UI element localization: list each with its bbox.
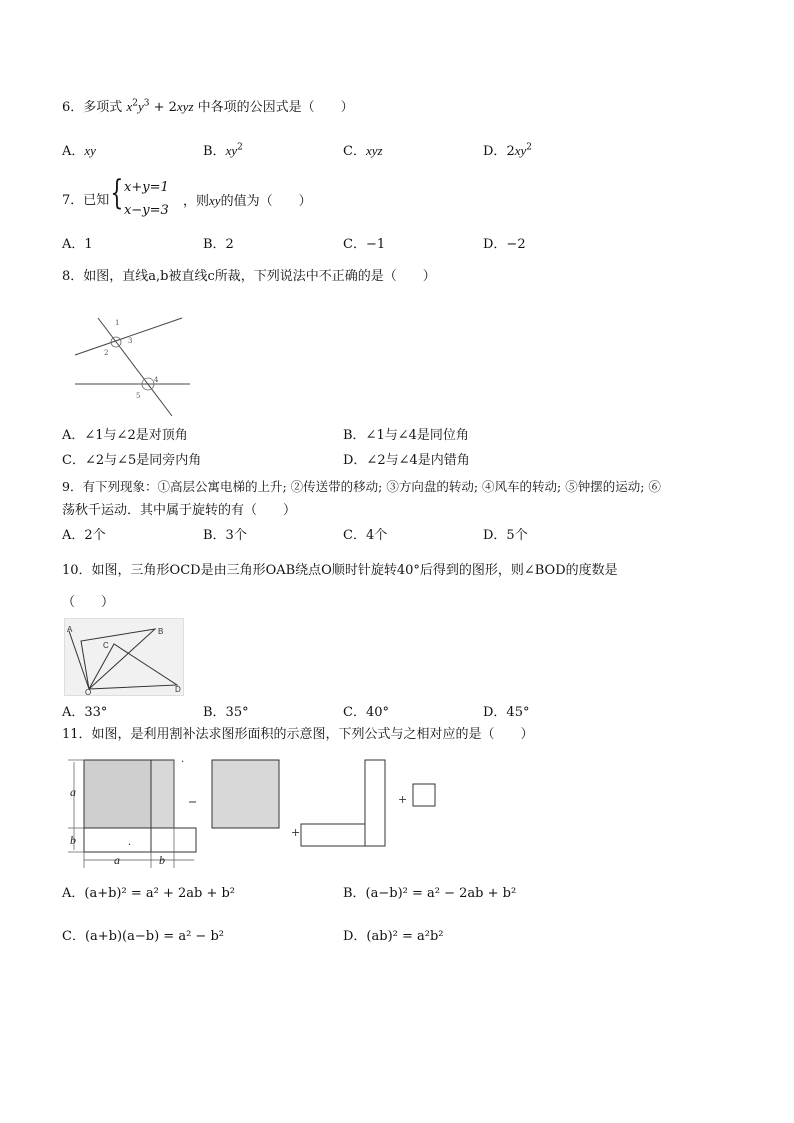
q11-option-b[interactable]: B．(a−b)² = a² − 2ab + b²	[343, 886, 517, 901]
q8-stem: 8．如图，直线a,b被直线c所裁，下列说法中不正确的是（ ）	[62, 269, 436, 284]
svg-text:+: +	[291, 826, 301, 839]
q9-option-b[interactable]: B．3个	[203, 528, 247, 543]
q7-option-c[interactable]: C．−1	[343, 237, 386, 252]
svg-text:·: ·	[128, 840, 132, 851]
q8-option-c[interactable]: C．∠2与∠5是同旁内角	[62, 453, 202, 468]
q7-option-a[interactable]: A．1	[62, 237, 93, 252]
q8-option-a[interactable]: A．∠1与∠2是对顶角	[62, 428, 188, 443]
q11-option-a[interactable]: A．(a+b)² = a² + 2ab + b²	[62, 886, 236, 901]
q11-stem: 11．如图，是利用割补法求图形面积的示意图，下列公式与之相对应的是（ ）	[62, 727, 534, 742]
q6-option-b[interactable]: B．$xy^2$	[203, 142, 243, 159]
q9-stem-line1: 9．有下列现象：①高层公寓电梯的上升; ②传送带的移动; ③方向盘的转动; ④风车的转动; ⑤钟摆的运动; ⑥	[62, 479, 661, 494]
label-a-horizontal: a	[114, 853, 120, 867]
q6-option-c[interactable]: C．xyz	[343, 143, 383, 159]
q11-option-c[interactable]: C．(a+b)(a−b) = a² − b²	[62, 929, 224, 944]
label-d: D	[175, 685, 181, 694]
label-o: O	[85, 688, 92, 695]
q10-option-d[interactable]: D．45°	[483, 705, 530, 720]
svg-text:3: 3	[128, 337, 133, 345]
q6-option-d[interactable]: D．$2xy^2$	[483, 142, 532, 159]
label-a-vertical: a	[70, 785, 76, 799]
q7-equation-2: x−y=3	[124, 203, 169, 218]
label-b-horizontal: b	[159, 853, 165, 867]
q11-area-figure	[62, 756, 442, 868]
svg-text:4: 4	[154, 376, 159, 384]
q9-option-d[interactable]: D．5个	[483, 528, 528, 543]
q6-stem: 6．多项式 $x^2y^3 + 2xyz$ 中各项的公因式是（ ）	[62, 98, 354, 115]
q10-option-c[interactable]: C．40°	[343, 705, 389, 720]
q9-stem-line2: 荡秋千运动．其中属于旋转的有（ ）	[62, 503, 297, 518]
q10-stem-line2: （ ）	[62, 595, 115, 610]
system-brace: {	[110, 173, 124, 213]
q7-equation-1: x+y=1	[124, 180, 169, 195]
q10-stem-line1: 10．如图，三角形OCD是由三角形OAB绕点O顺时针旋转40°后得到的图形，则∠BOD的度数是	[62, 563, 618, 578]
label-c: C	[103, 641, 109, 650]
label-b: B	[158, 627, 164, 636]
q10-rotation-figure	[64, 618, 184, 696]
q7-option-d[interactable]: D．−2	[483, 237, 526, 252]
q8-option-b[interactable]: B．∠1与∠4是同位角	[343, 428, 469, 443]
svg-text:·: ·	[181, 757, 185, 768]
q10-option-b[interactable]: B．35°	[203, 705, 249, 720]
q8-lines-figure	[70, 313, 195, 423]
q11-option-d[interactable]: D．(ab)² = a²b²	[343, 929, 444, 944]
q6-option-a[interactable]: A．xy	[62, 143, 96, 159]
svg-text:+: +	[398, 793, 408, 806]
q7-lead: 7．已知	[62, 193, 110, 208]
q10-option-a[interactable]: A．33°	[62, 705, 108, 720]
q9-option-c[interactable]: C．4个	[343, 528, 388, 543]
q8-option-d[interactable]: D．∠2与∠4是内错角	[343, 453, 470, 468]
q7-option-b[interactable]: B．2	[203, 237, 234, 252]
svg-text:5: 5	[136, 392, 141, 400]
label-b-vertical: b	[70, 833, 76, 847]
label-a: A	[67, 625, 73, 634]
svg-text:1: 1	[115, 319, 120, 327]
q7-tail: ，则xy的值为（ ）	[183, 193, 312, 209]
svg-text:2: 2	[104, 349, 109, 357]
q9-option-a[interactable]: A．2个	[62, 528, 106, 543]
